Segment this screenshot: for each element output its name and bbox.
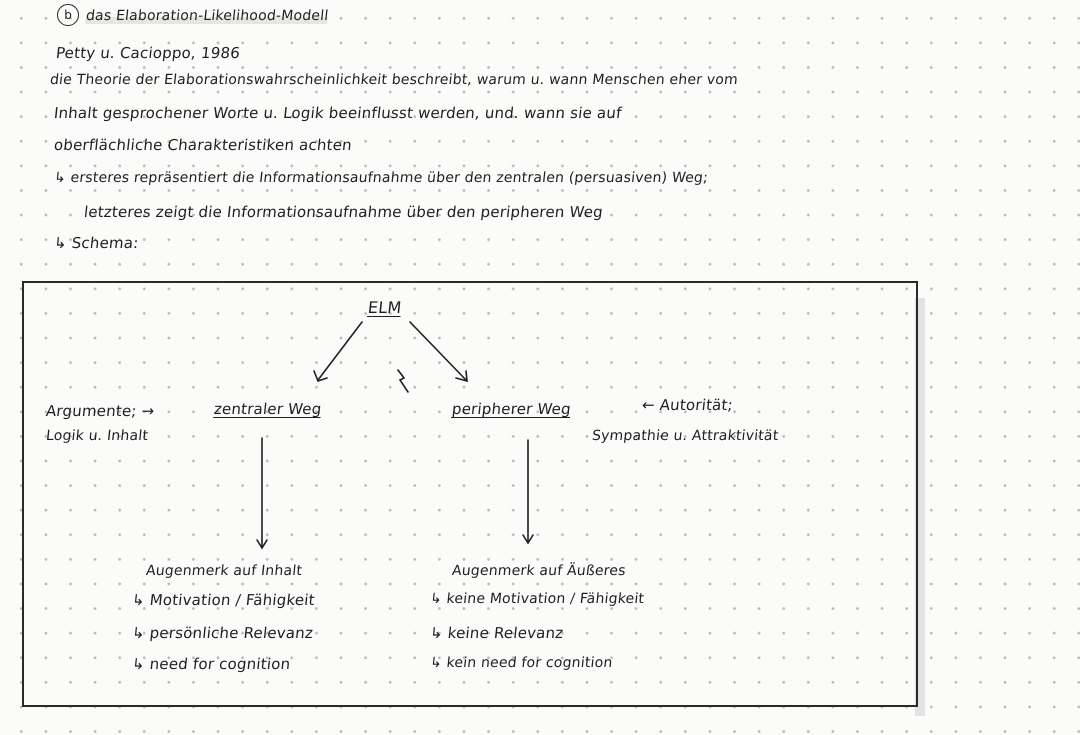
central-left-label: Argumente; → [45, 402, 156, 420]
text-line-authors: Petty u. Cacioppo, 1986 [55, 44, 241, 62]
peripheral-right-label: ← Autorität; [641, 396, 734, 414]
text-line-theory-1: die Theorie der Elaborationswahrscheinlichkeit beschreibt, warum u. wann Menschen eher vom [49, 72, 739, 88]
text-line-schema: ↳ Schema: [53, 234, 140, 252]
arrow-elm-to-peripheral [410, 322, 467, 381]
central-left-sub: Logik u. Inhalt [45, 428, 149, 444]
central-result-2: ↳ persönliche Relevanz [131, 624, 315, 642]
central-route-node: zentraler Weg [213, 400, 323, 418]
text-line-peripheral: letzteres zeigt die Informationsaufnahme über den peripheren Weg [83, 203, 604, 221]
peripheral-right-sub: Sympathie u. Attraktivität [591, 428, 780, 444]
peripheral-result-3: ↳ kein need for cognition [429, 655, 614, 671]
lightning-mark [398, 370, 408, 392]
peripheral-result-2: ↳ keine Relevanz [429, 624, 565, 642]
arrow-peripheral-down [523, 440, 533, 543]
text-line-central: ↳ ersteres repräsentiert die Informationsaufnahme über den zentralen (persuasiven) Weg; [53, 170, 709, 186]
central-result-1: ↳ Motivation / Fähigkeit [131, 591, 316, 609]
list-marker-b: b [57, 4, 79, 26]
arrow-central-down [257, 438, 267, 548]
peripheral-result-title: Augenmerk auf Äußeres [451, 563, 627, 579]
section-title: das Elaboration-Likelihood-Modell [85, 8, 330, 24]
central-result-3: ↳ need for cognition [131, 655, 292, 673]
arrow-elm-to-central [314, 322, 362, 381]
elm-root-label: ELM [367, 298, 403, 317]
peripheral-route-node: peripherer Weg [451, 400, 572, 418]
central-result-title: Augenmerk auf Inhalt [145, 563, 303, 579]
text-line-theory-3: oberflächliche Charakteristiken achten [53, 136, 353, 154]
text-line-theory-2: Inhalt gesprochener Worte u. Logik beeinflusst werden, und. wann sie auf [53, 104, 623, 122]
peripheral-result-1: ↳ keine Motivation / Fähigkeit [429, 591, 645, 607]
